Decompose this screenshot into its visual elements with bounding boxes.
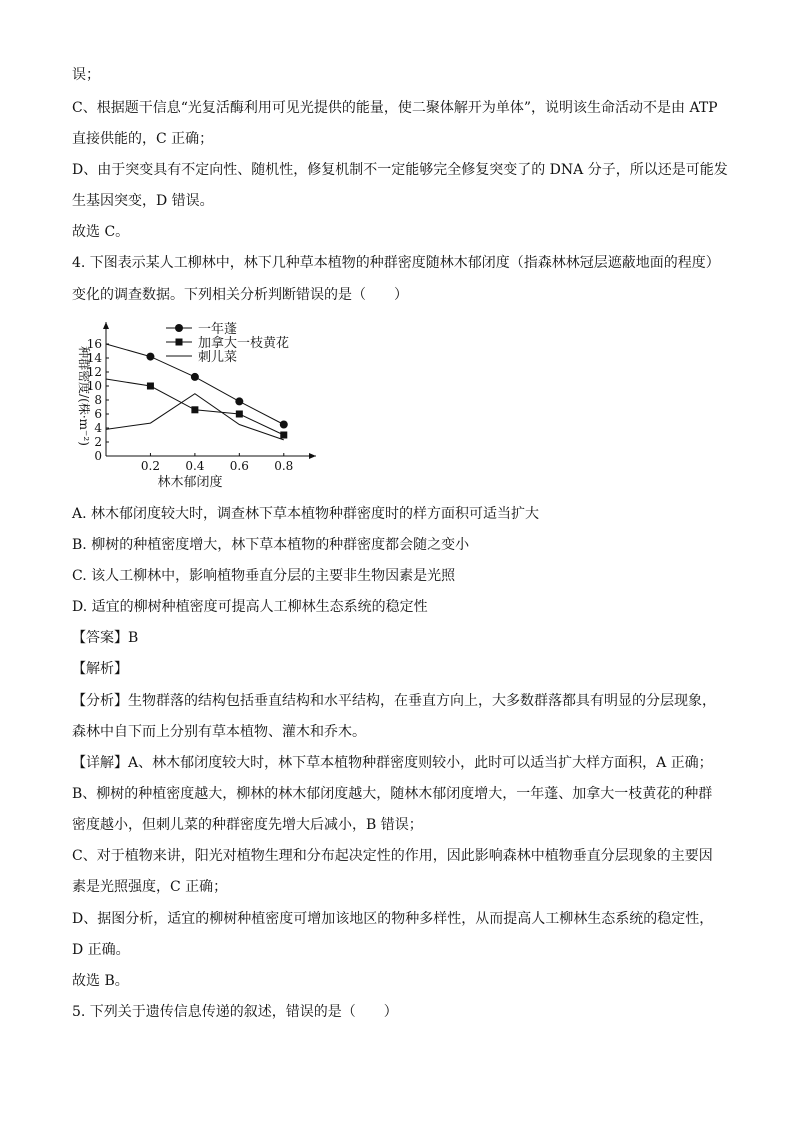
- text-line: C、根据题干信息“光复活酶利用可见光提供的能量，使二聚体解开为单体”，说明该生命活动不是由 ATP: [72, 100, 718, 116]
- text-line: 森林中自下而上分别有草本植物、灌木和乔木。: [72, 724, 366, 740]
- x-tick-label: 0.8: [274, 459, 294, 473]
- y-tick-label: 14: [86, 351, 102, 365]
- text-line: B、柳树的种植密度越大，柳林的林木郁闭度越大，随林木郁闭度增大，一年蓬、加拿大一枝黄花的种群: [72, 786, 713, 802]
- series-point-1: [236, 411, 243, 418]
- x-axis-label: 林木郁闭度: [157, 475, 223, 490]
- text-line: D 正确。: [72, 942, 130, 958]
- series-point-0: [146, 353, 154, 361]
- y-tick-label: 12: [86, 365, 102, 379]
- series-point-1: [147, 383, 154, 390]
- y-tick-label: 16: [86, 337, 102, 351]
- series-point-1: [191, 406, 198, 413]
- option-a: A. 林木郁闭度较大时，调查林下草本植物种群密度时的样方面积可适当扩大: [72, 506, 540, 522]
- series-point-0: [191, 373, 199, 381]
- text-line: 素是光照强度，C 正确；: [72, 879, 228, 895]
- y-tick-label: 6: [94, 407, 102, 421]
- question-4-stem: 4. 下图表示某人工柳林中，林下几种草本植物的种群密度随林木郁闭度（指森林林冠层遮蔽地面的程度）: [72, 255, 720, 271]
- legend-label: 一年蓬: [198, 322, 238, 337]
- series-point-0: [235, 397, 243, 405]
- text-line: 故选 C。: [72, 224, 130, 240]
- y-tick-label: 0: [94, 449, 102, 463]
- text-line: D、由于突变具有不定向性、随机性，修复机制不一定能够完全修复突变了的 DNA 分子，所以还是可能发: [72, 162, 728, 178]
- x-tick-label: 0.2: [140, 459, 160, 473]
- y-axis-label: 种群密度/(株·m⁻²): [77, 346, 91, 446]
- legend-marker: [176, 339, 183, 346]
- question-5-stem: 5. 下列关于遗传信息传递的叙述，错误的是（ ）: [72, 1004, 398, 1020]
- text-line: C、对于植物来讲，阳光对植物生理和分布起决定性的作用，因此影响森林中植物垂直分层现象的主要因: [72, 848, 713, 864]
- option-d: D. 适宜的柳树种植密度可提高人工柳林生态系统的稳定性: [72, 599, 428, 615]
- legend-label: 加拿大一枝黄花: [198, 336, 290, 351]
- x-axis-arrow: [309, 453, 316, 459]
- x-tick-label: 0.4: [185, 459, 205, 473]
- series-line-2: [106, 394, 284, 440]
- y-axis-arrow: [103, 322, 109, 329]
- text-line: 【详解】A、林木郁闭度较大时，林下草本植物种群密度则较小，此时可以适当扩大样方面积，A 正确；: [72, 755, 713, 771]
- legend-marker: [175, 324, 183, 332]
- text-line: 故选 B。: [72, 973, 129, 989]
- legend-label: 刺儿菜: [198, 350, 238, 365]
- text-line: 密度越小，但刺儿菜的种群密度先增大后减小，B 错误；: [72, 817, 423, 833]
- y-tick-label: 2: [94, 435, 102, 449]
- text-line: 误；: [72, 67, 100, 83]
- text-line: 生基因突变，D 错误。: [72, 193, 214, 209]
- answer: 【答案】B: [72, 630, 139, 646]
- chart-series: [106, 344, 288, 440]
- analysis-heading: 【解析】: [72, 661, 128, 677]
- chart-legend: [166, 321, 289, 365]
- text-line: D、据图分析，适宜的柳树种植密度可增加该地区的物种多样性，从而提高人工柳林生态系统的稳定性，: [72, 911, 714, 927]
- x-tick-labels: [141, 459, 293, 473]
- y-tick-label: 10: [86, 379, 102, 393]
- density-chart: [70, 316, 320, 496]
- text-line: 直接供能的，C 正确；: [72, 131, 214, 147]
- x-tick-label: 0.6: [229, 459, 249, 473]
- text-line: 【分析】生物群落的结构包括垂直结构和水平结构，在垂直方向上，大多数群落都具有明显的分层现象，: [72, 693, 716, 709]
- question-4-stem: 变化的调查数据。下列相关分析判断错误的是（ ）: [72, 287, 408, 303]
- option-b: B. 柳树的种植密度增大，林下草本植物的种群密度都会随之变小: [72, 537, 470, 553]
- series-point-1: [280, 432, 287, 439]
- y-tick-label: 4: [94, 421, 102, 435]
- option-c: C. 该人工柳林中，影响植物垂直分层的主要非生物因素是光照: [72, 568, 456, 584]
- series-point-0: [280, 421, 288, 429]
- y-tick-label: 8: [94, 393, 102, 407]
